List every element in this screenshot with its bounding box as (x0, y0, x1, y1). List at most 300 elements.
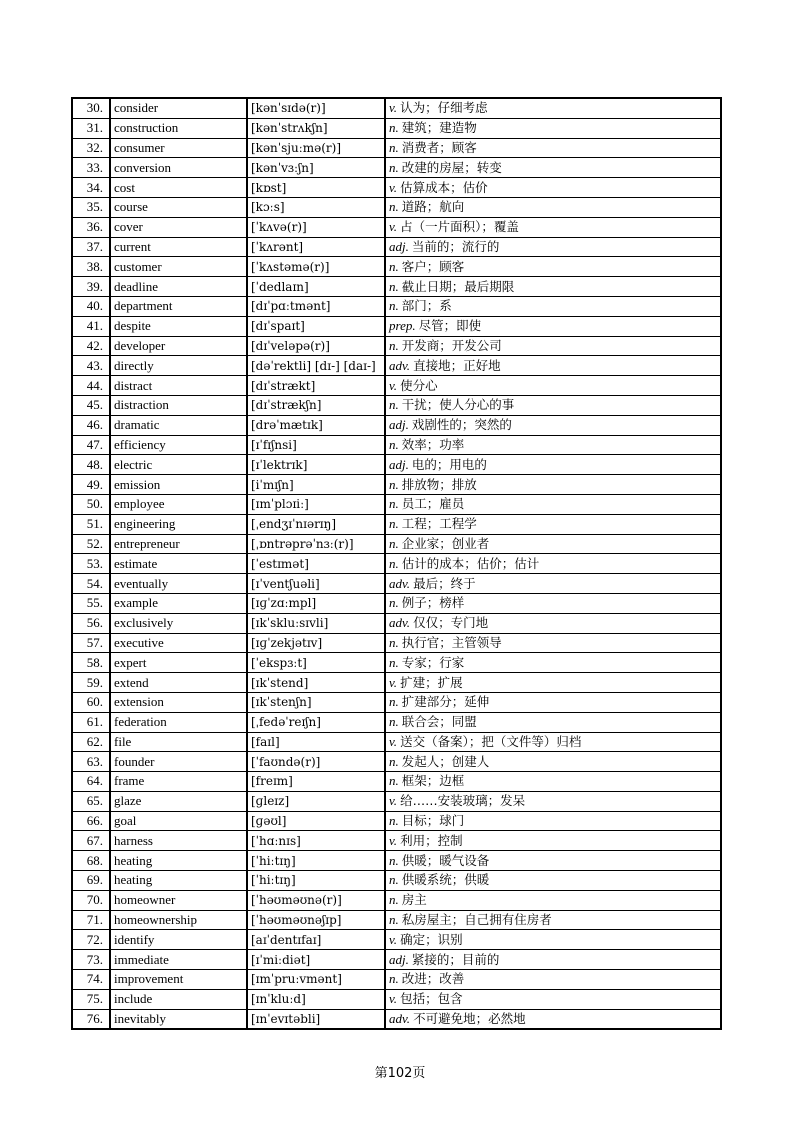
definition-cell (385, 871, 721, 891)
word-cell: cost (110, 178, 247, 198)
table-row (72, 237, 721, 257)
row-number: 49. (72, 475, 110, 495)
word-cell: emission (110, 475, 247, 495)
phonetic-cell: [ɪnˈkluːd] (247, 989, 385, 1009)
definition-text: 例子；榜样 (401, 595, 465, 611)
word-cell: efficiency (110, 435, 247, 455)
row-number: 62. (72, 732, 110, 752)
word-cell: homeowner (110, 890, 247, 910)
table-row (72, 633, 721, 653)
word-cell: developer (110, 336, 247, 356)
definition-text: 排放物；排放 (401, 476, 477, 492)
word-cell: frame (110, 772, 247, 792)
table-row (72, 712, 721, 732)
word-cell: directly (110, 356, 247, 376)
phonetic-cell: [kənˈvɜːʃn] (247, 158, 385, 178)
row-number: 45. (72, 395, 110, 415)
definition-text: 目标；球门 (401, 813, 465, 829)
phonetic-cell: [aɪˈdentɪfaɪ] (247, 930, 385, 950)
word-cell: expert (110, 653, 247, 673)
table-row (72, 475, 721, 495)
word-cell: identify (110, 930, 247, 950)
row-number: 39. (72, 277, 110, 297)
phonetic-cell: [dəˈrektli] [dɪ-] [daɪ-] (247, 356, 385, 376)
definition-cell (385, 593, 721, 613)
part-of-speech: n. (389, 516, 399, 532)
word-cell: eventually (110, 574, 247, 594)
table-row (72, 930, 721, 950)
phonetic-cell: [ˈhəʊməʊnə(r)] (247, 890, 385, 910)
part-of-speech: n. (389, 278, 399, 294)
row-number: 53. (72, 554, 110, 574)
word-cell: glaze (110, 791, 247, 811)
definition-cell (385, 1009, 721, 1029)
part-of-speech: v. (389, 733, 398, 749)
definition-cell (385, 455, 721, 475)
phonetic-cell: [ɪɡˈzekjətɪv] (247, 633, 385, 653)
phonetic-cell: [ɪmˈplɔɪiː] (247, 494, 385, 514)
part-of-speech: n. (389, 634, 399, 650)
part-of-speech: n. (389, 773, 399, 789)
row-number: 52. (72, 534, 110, 554)
row-number: 33. (72, 158, 110, 178)
word-cell: extension (110, 692, 247, 712)
definition-cell (385, 237, 721, 257)
part-of-speech: v. (389, 832, 398, 848)
table-row (72, 376, 721, 396)
definition-cell (385, 494, 721, 514)
definition-cell (385, 514, 721, 534)
part-of-speech: n. (389, 813, 399, 829)
phonetic-cell: [ɡəʊl] (247, 811, 385, 831)
phonetic-cell: [dɪˈveləpə(r)] (247, 336, 385, 356)
row-number: 58. (72, 653, 110, 673)
table-row (72, 98, 721, 118)
part-of-speech: n. (389, 753, 399, 769)
word-cell: harness (110, 831, 247, 851)
row-number: 43. (72, 356, 110, 376)
row-number: 63. (72, 752, 110, 772)
phonetic-cell: [dɪˈstrækʃn] (247, 395, 385, 415)
table-row (72, 673, 721, 693)
part-of-speech: adv. (389, 615, 411, 631)
phonetic-cell: [ˈkʌstəmə(r)] (247, 257, 385, 277)
definition-text: 确定；识别 (400, 931, 463, 947)
part-of-speech: adj. (389, 456, 409, 472)
phonetic-cell: [kɒst] (247, 178, 385, 198)
phonetic-cell: [ˌendʒɪˈnɪərɪŋ] (247, 514, 385, 534)
table-row (72, 217, 721, 237)
table-row (72, 692, 721, 712)
table-row (72, 851, 721, 871)
definition-text: 仅仅；专门地 (413, 615, 489, 631)
row-number: 50. (72, 494, 110, 514)
definition-cell (385, 475, 721, 495)
definition-text: 联合会；同盟 (401, 714, 477, 730)
table-row (72, 1009, 721, 1029)
table-row (72, 653, 721, 673)
part-of-speech: n. (389, 436, 399, 452)
definition-cell (385, 356, 721, 376)
part-of-speech: v. (389, 931, 398, 947)
part-of-speech: v. (389, 991, 398, 1007)
definition-text: 干扰；使人分心的事 (401, 397, 515, 413)
part-of-speech: n. (389, 397, 399, 413)
table-row (72, 336, 721, 356)
part-of-speech: adj. (389, 951, 409, 967)
phonetic-cell: [ˌɒntrəprəˈnɜː(r)] (247, 534, 385, 554)
row-number: 55. (72, 593, 110, 613)
definition-cell (385, 277, 721, 297)
part-of-speech: v. (389, 179, 398, 195)
table-row (72, 178, 721, 198)
table-row (72, 197, 721, 217)
table-row (72, 415, 721, 435)
definition-text: 员工；雇员 (401, 496, 465, 512)
definition-text: 改进；改善 (401, 971, 465, 987)
part-of-speech: n. (389, 258, 399, 274)
definition-text: 认为；仔细考虑 (400, 100, 488, 116)
definition-cell (385, 633, 721, 653)
definition-text: 戏剧性的；突然的 (411, 417, 512, 433)
definition-cell (385, 772, 721, 792)
definition-cell (385, 415, 721, 435)
definition-text: 最后；终于 (413, 575, 476, 591)
definition-text: 扩建部分；延伸 (401, 694, 490, 710)
table-row (72, 455, 721, 475)
definition-text: 私房屋主；自己拥有住房者 (401, 912, 552, 928)
definition-cell (385, 673, 721, 693)
definition-cell (385, 791, 721, 811)
part-of-speech: n. (389, 654, 399, 670)
word-cell: example (110, 593, 247, 613)
table-row (72, 514, 721, 534)
definition-cell (385, 118, 721, 138)
word-cell: dramatic (110, 415, 247, 435)
definition-text: 尽管；即使 (418, 318, 482, 334)
phonetic-cell: [kənˈsɪdə(r)] (247, 98, 385, 118)
word-cell: heating (110, 871, 247, 891)
table-row (72, 593, 721, 613)
definition-text: 开发商；开发公司 (401, 337, 502, 353)
phonetic-cell: [ˈekspɜːt] (247, 653, 385, 673)
word-cell: consider (110, 98, 247, 118)
part-of-speech: v. (389, 377, 398, 393)
definition-text: 给……安装玻璃；发呆 (400, 793, 526, 809)
phonetic-cell: [faɪl] (247, 732, 385, 752)
word-cell: inevitably (110, 1009, 247, 1029)
phonetic-cell: [kənˈsjuːmə(r)] (247, 138, 385, 158)
part-of-speech: v. (389, 219, 398, 235)
word-cell: department (110, 296, 247, 316)
table-row (72, 494, 721, 514)
row-number: 59. (72, 673, 110, 693)
row-number: 40. (72, 296, 110, 316)
row-number: 61. (72, 712, 110, 732)
row-number: 72. (72, 930, 110, 950)
definition-cell (385, 435, 721, 455)
part-of-speech: v. (389, 793, 398, 809)
phonetic-cell: [ˈfaʊndə(r)] (247, 752, 385, 772)
definition-text: 发起人；创建人 (401, 753, 490, 769)
table-row (72, 772, 721, 792)
part-of-speech: n. (389, 971, 399, 987)
table-row (72, 811, 721, 831)
table-row (72, 257, 721, 277)
definition-cell (385, 950, 721, 970)
definition-text: 供暖系统；供暖 (401, 872, 490, 888)
definition-cell (385, 158, 721, 178)
word-cell: conversion (110, 158, 247, 178)
definition-text: 占（一片面积）；覆盖 (400, 219, 519, 235)
word-cell: extend (110, 673, 247, 693)
definition-cell (385, 98, 721, 118)
phonetic-cell: [dɪˈstrækt] (247, 376, 385, 396)
row-number: 32. (72, 138, 110, 158)
word-cell: estimate (110, 554, 247, 574)
part-of-speech: v. (389, 100, 398, 116)
definition-cell (385, 554, 721, 574)
definition-text: 不可避免地；必然地 (413, 1011, 526, 1027)
phonetic-cell: [drəˈmætɪk] (247, 415, 385, 435)
row-number: 74. (72, 970, 110, 990)
table-row (72, 950, 721, 970)
part-of-speech: n. (389, 892, 399, 908)
definition-cell (385, 296, 721, 316)
word-cell: file (110, 732, 247, 752)
definition-cell (385, 574, 721, 594)
vocabulary-table (71, 97, 722, 1030)
word-cell: improvement (110, 970, 247, 990)
row-number: 68. (72, 851, 110, 871)
row-number: 38. (72, 257, 110, 277)
definition-text: 客户；顾客 (401, 258, 465, 274)
definition-text: 建筑；建造物 (401, 120, 477, 136)
phonetic-cell: [ɪˈfɪʃnsi] (247, 435, 385, 455)
part-of-speech: n. (389, 714, 399, 730)
row-number: 44. (72, 376, 110, 396)
definition-text: 截止日期；最后期限 (401, 278, 515, 294)
definition-cell (385, 257, 721, 277)
phonetic-cell: [ɪɡˈzɑːmpl] (247, 593, 385, 613)
part-of-speech: n. (389, 298, 399, 314)
definition-text: 电的；用电的 (411, 456, 487, 472)
table-row (72, 395, 721, 415)
part-of-speech: n. (389, 694, 399, 710)
definition-text: 框架；边框 (401, 773, 465, 789)
row-number: 41. (72, 316, 110, 336)
row-number: 54. (72, 574, 110, 594)
table-row (72, 890, 721, 910)
table-row (72, 118, 721, 138)
word-cell: executive (110, 633, 247, 653)
table-row (72, 910, 721, 930)
table-row (72, 831, 721, 851)
definition-cell (385, 851, 721, 871)
word-cell: construction (110, 118, 247, 138)
definition-cell (385, 930, 721, 950)
definition-text: 工程；工程学 (401, 516, 477, 532)
word-cell: consumer (110, 138, 247, 158)
word-cell: goal (110, 811, 247, 831)
table-row (72, 613, 721, 633)
row-number: 69. (72, 871, 110, 891)
definition-text: 估计的成本；估价；估计 (401, 555, 540, 571)
phonetic-cell: [ˈhəʊməʊnəʃɪp] (247, 910, 385, 930)
part-of-speech: adj. (389, 238, 409, 254)
phonetic-cell: [ɪkˈstenʃn] (247, 692, 385, 712)
part-of-speech: adj. (389, 417, 409, 433)
definition-cell (385, 613, 721, 633)
definition-cell (385, 316, 721, 336)
word-cell: immediate (110, 950, 247, 970)
part-of-speech: n. (389, 337, 399, 353)
word-cell: despite (110, 316, 247, 336)
table-row (72, 435, 721, 455)
word-cell: founder (110, 752, 247, 772)
phonetic-cell: [ɪˈlektrɪk] (247, 455, 385, 475)
phonetic-cell: [ɪkˈskluːsɪvli] (247, 613, 385, 633)
definition-text: 使分心 (400, 377, 438, 393)
word-cell: exclusively (110, 613, 247, 633)
phonetic-cell: [ɡleɪz] (247, 791, 385, 811)
part-of-speech: adv. (389, 357, 411, 373)
row-number: 37. (72, 237, 110, 257)
word-cell: electric (110, 455, 247, 475)
row-number: 67. (72, 831, 110, 851)
definition-cell (385, 197, 721, 217)
phonetic-cell: [ˌfedəˈreɪʃn] (247, 712, 385, 732)
definition-text: 房主 (401, 892, 427, 908)
phonetic-cell: [ˈkʌvə(r)] (247, 217, 385, 237)
part-of-speech: adv. (389, 575, 411, 591)
definition-cell (385, 910, 721, 930)
part-of-speech: n. (389, 476, 399, 492)
definition-text: 执行官；主管领导 (401, 634, 502, 650)
word-cell: distraction (110, 395, 247, 415)
definition-text: 供暖；暖气设备 (401, 852, 490, 868)
table-row (72, 277, 721, 297)
row-number: 66. (72, 811, 110, 831)
part-of-speech: n. (389, 120, 399, 136)
phonetic-cell: [ɪnˈevɪtəbli] (247, 1009, 385, 1029)
table-row (72, 970, 721, 990)
word-cell: homeownership (110, 910, 247, 930)
row-number: 42. (72, 336, 110, 356)
part-of-speech: n. (389, 912, 399, 928)
definition-cell (385, 395, 721, 415)
definition-cell (385, 376, 721, 396)
part-of-speech: n. (389, 595, 399, 611)
word-cell: engineering (110, 514, 247, 534)
definition-cell (385, 653, 721, 673)
definition-text: 道路；航向 (401, 199, 465, 215)
definition-text: 消费者；顾客 (401, 139, 477, 155)
definition-cell (385, 178, 721, 198)
row-number: 60. (72, 692, 110, 712)
row-number: 56. (72, 613, 110, 633)
table-row (72, 158, 721, 178)
row-number: 34. (72, 178, 110, 198)
phonetic-cell: [kɔːs] (247, 197, 385, 217)
table-row (72, 732, 721, 752)
phonetic-cell: [kənˈstrʌkʃn] (247, 118, 385, 138)
definition-text: 效率；功率 (401, 436, 465, 452)
definition-cell (385, 692, 721, 712)
definition-text: 利用；控制 (400, 832, 463, 848)
definition-cell (385, 138, 721, 158)
definition-cell (385, 970, 721, 990)
definition-cell (385, 217, 721, 237)
row-number: 30. (72, 98, 110, 118)
word-cell: cover (110, 217, 247, 237)
table-row (72, 356, 721, 376)
definition-cell (385, 890, 721, 910)
phonetic-cell: [dɪˈpɑːtmənt] (247, 296, 385, 316)
phonetic-cell: [ˈdedlaɪn] (247, 277, 385, 297)
row-number: 47. (72, 435, 110, 455)
table-row (72, 752, 721, 772)
definition-text: 企业家；创业者 (401, 535, 490, 551)
definition-text: 紧接的；目前的 (411, 951, 500, 967)
table-row (72, 534, 721, 554)
row-number: 76. (72, 1009, 110, 1029)
definition-text: 送交（备案）；把（文件等）归档 (400, 733, 582, 749)
phonetic-cell: [ˈestɪmət] (247, 554, 385, 574)
definition-text: 估算成本；估价 (400, 179, 488, 195)
row-number: 31. (72, 118, 110, 138)
word-cell: federation (110, 712, 247, 732)
word-cell: current (110, 237, 247, 257)
definition-cell (385, 989, 721, 1009)
definition-cell (385, 336, 721, 356)
definition-text: 专家；行家 (401, 654, 465, 670)
row-number: 57. (72, 633, 110, 653)
page-number: 第102页 (374, 1066, 426, 1081)
definition-cell (385, 534, 721, 554)
definition-text: 包括；包含 (400, 991, 463, 1007)
part-of-speech: n. (389, 159, 399, 175)
row-number: 70. (72, 890, 110, 910)
word-cell: course (110, 197, 247, 217)
word-cell: customer (110, 257, 247, 277)
phonetic-cell: [iˈmɪʃn] (247, 475, 385, 495)
table-row (72, 574, 721, 594)
definition-text: 部门；系 (401, 298, 452, 314)
phonetic-cell: [ɪmˈpruːvmənt] (247, 970, 385, 990)
word-cell: deadline (110, 277, 247, 297)
row-number: 65. (72, 791, 110, 811)
table-row (72, 791, 721, 811)
row-number: 35. (72, 197, 110, 217)
phonetic-cell: [ˈkʌrənt] (247, 237, 385, 257)
definition-text: 当前的；流行的 (411, 238, 500, 254)
definition-text: 扩建；扩展 (400, 674, 463, 690)
part-of-speech: v. (389, 674, 398, 690)
word-cell: employee (110, 494, 247, 514)
row-number: 64. (72, 772, 110, 792)
table-row (72, 989, 721, 1009)
table-row (72, 554, 721, 574)
phonetic-cell: [ˈhiːtɪŋ] (247, 851, 385, 871)
definition-cell (385, 811, 721, 831)
part-of-speech: n. (389, 535, 399, 551)
definition-cell (385, 831, 721, 851)
row-number: 73. (72, 950, 110, 970)
row-number: 75. (72, 989, 110, 1009)
definition-cell (385, 732, 721, 752)
table-row (72, 316, 721, 336)
